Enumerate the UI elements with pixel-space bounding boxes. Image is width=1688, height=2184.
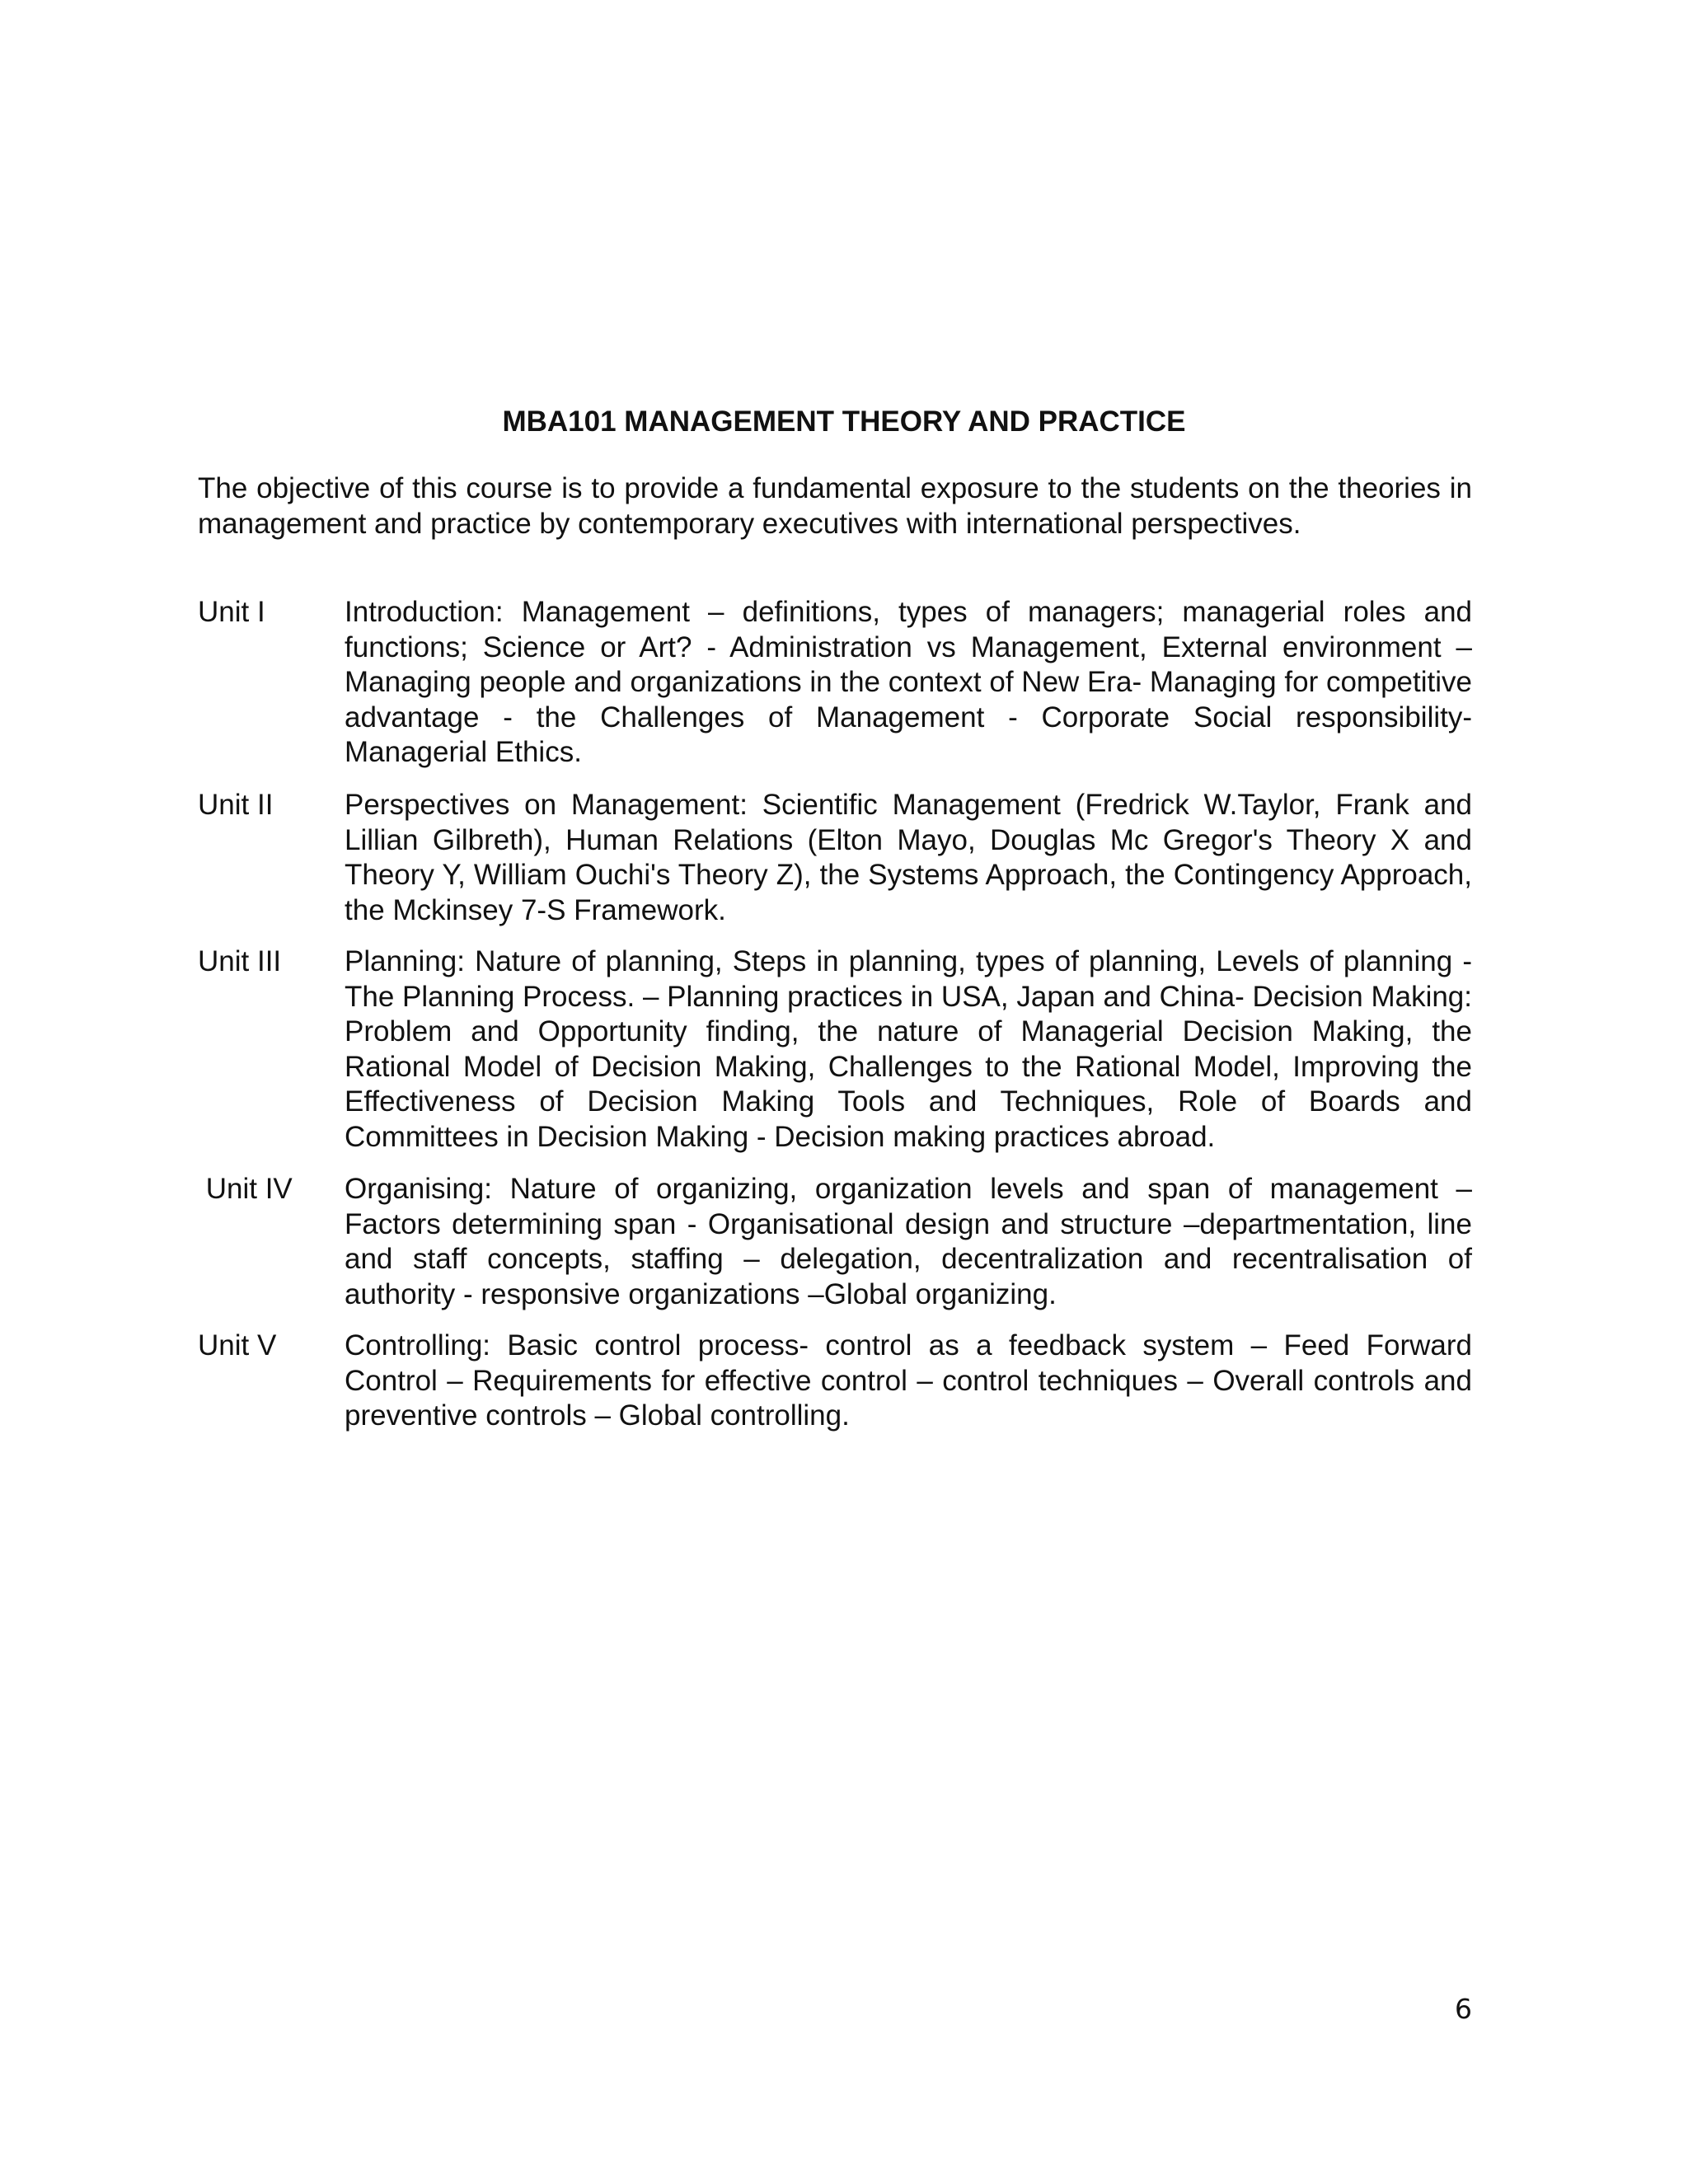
- unit-label: Unit III: [198, 945, 282, 977]
- unit-description: Planning: Nature of planning, Steps in planning, types of planning, Levels of planning - The Planning Process. – Planning practices in USA, Japan and China- Decision Making: Problem and Opportunity finding, the nature of Managerial Decision Making, the Rational Model of Decision Making, Challenges to the Rational Model, Improving the Effectiveness of Decision Making Tools and Techniques, Role of Boards and Committees in Decision Making - Decision making practices abroad.: [345, 945, 1472, 1153]
- unit-label: Unit IV: [198, 1173, 293, 1205]
- unit-description: Controlling: Basic control process- control as a feedback system – Feed Forward Control – Requirements for effective control – control techniques – Overall controls and preventive controls – Global controlling.: [345, 1329, 1472, 1432]
- unit-description: Perspectives on Management: Scientific Management (Fredrick W.Taylor, Frank and Lillian Gilbreth), Human Relations (Elton Mayo, Douglas Mc Gregor's Theory X and Theory Y, William Ouchi's Theory Z), the Systems Approach, the Contingency Approach, the Mckinsey 7-S Framework.: [345, 789, 1472, 926]
- unit-description: Introduction: Management – definitions, types of managers; managerial roles and functions; Science or Art? - Administration vs Management, External environment – Managing people and organizations in the context of New Era- Managing for competitive advantage - the Challenges of Management - Corporate Social responsibility- Managerial Ethics.: [345, 596, 1472, 768]
- course-title: MBA101 MANAGEMENT THEORY AND PRACTICE: [502, 405, 1186, 438]
- unit-label: Unit I: [198, 596, 265, 628]
- page-number: 6: [1455, 1993, 1472, 2025]
- unit-label: Unit II: [198, 789, 274, 821]
- course-objective-paragraph: The objective of this course is to provide a fundamental exposure to the students on the theories in management and practice by contemporary executives with international perspectives.: [198, 472, 1472, 540]
- unit-label: Unit V: [198, 1329, 277, 1361]
- unit-description: Organising: Nature of organizing, organization levels and span of management – Factors determining span - Organisational design and structure –departmentation, line and staff concepts, staffing – delegation, decentralization and recentralisation of authority - responsive organizations –Global organizing.: [345, 1173, 1472, 1310]
